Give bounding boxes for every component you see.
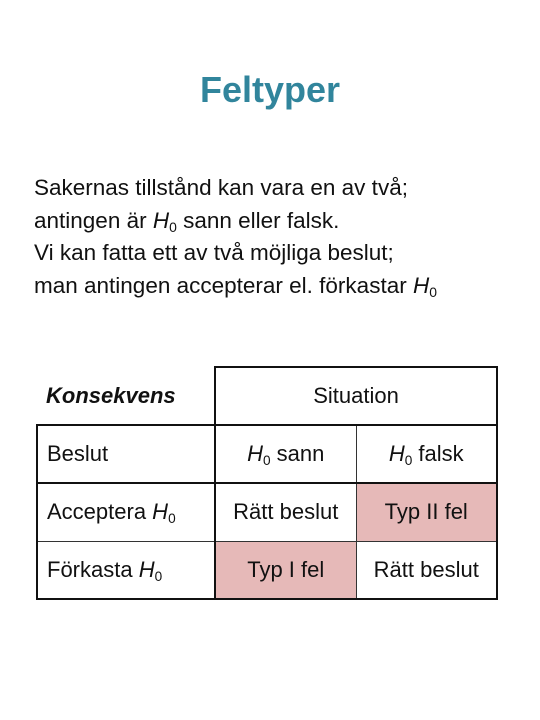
row-label-text: Acceptera xyxy=(47,499,153,525)
hypothesis-symbol: H xyxy=(247,441,263,466)
decision-header: Beslut xyxy=(37,425,215,483)
table-row xyxy=(37,541,497,599)
hypothesis-symbol: H xyxy=(152,499,169,525)
hypothesis-symbol: H xyxy=(152,207,170,233)
hypothesis-subscript: 0 xyxy=(154,568,163,584)
column-header-h0-false xyxy=(356,425,497,483)
cell-correct-decision: Rätt beslut xyxy=(356,541,497,599)
hypothesis-subscript: 0 xyxy=(404,452,413,468)
hypothesis-subscript: 0 xyxy=(168,511,176,527)
table-subheader-row xyxy=(37,425,497,483)
corner-header: Konsekvens xyxy=(46,382,176,408)
hypothesis-subscript: 0 xyxy=(169,218,177,235)
text-run: man antingen accepterar el. förkastar xyxy=(34,272,413,298)
hypothesis-symbol: H xyxy=(138,556,155,582)
paragraph-line: Sakernas tillstånd kan vara en av två; xyxy=(34,175,408,200)
cell-type-i-error: Typ I fel xyxy=(215,541,356,599)
paragraph-line xyxy=(34,205,514,238)
column-header-h0-true xyxy=(215,425,356,483)
hypothesis-subscript: 0 xyxy=(429,283,437,300)
column-header-label: sann xyxy=(270,441,325,466)
row-label-reject xyxy=(37,541,215,599)
slide-title: Feltyper xyxy=(199,69,341,110)
body-text xyxy=(34,172,514,302)
paragraph-line xyxy=(34,270,514,303)
row-label-accept xyxy=(37,483,215,541)
text-run: sann eller falsk. xyxy=(176,207,340,233)
hypothesis-symbol: H xyxy=(388,441,405,466)
row-label-text: Förkasta xyxy=(47,556,139,582)
consequence-table xyxy=(36,366,498,600)
table-row xyxy=(37,483,497,541)
situation-header: Situation xyxy=(215,367,497,425)
paragraph-line: Vi kan fatta ett av två möjliga beslut; xyxy=(34,240,394,265)
cell-type-ii-error: Typ II fel xyxy=(356,483,497,541)
text-run: antingen är xyxy=(34,207,153,233)
cell-correct-decision: Rätt beslut xyxy=(215,483,356,541)
column-header-label: falsk xyxy=(412,441,464,466)
hypothesis-symbol: H xyxy=(412,272,430,298)
table-header-row xyxy=(37,367,497,425)
hypothesis-subscript: 0 xyxy=(262,452,271,468)
